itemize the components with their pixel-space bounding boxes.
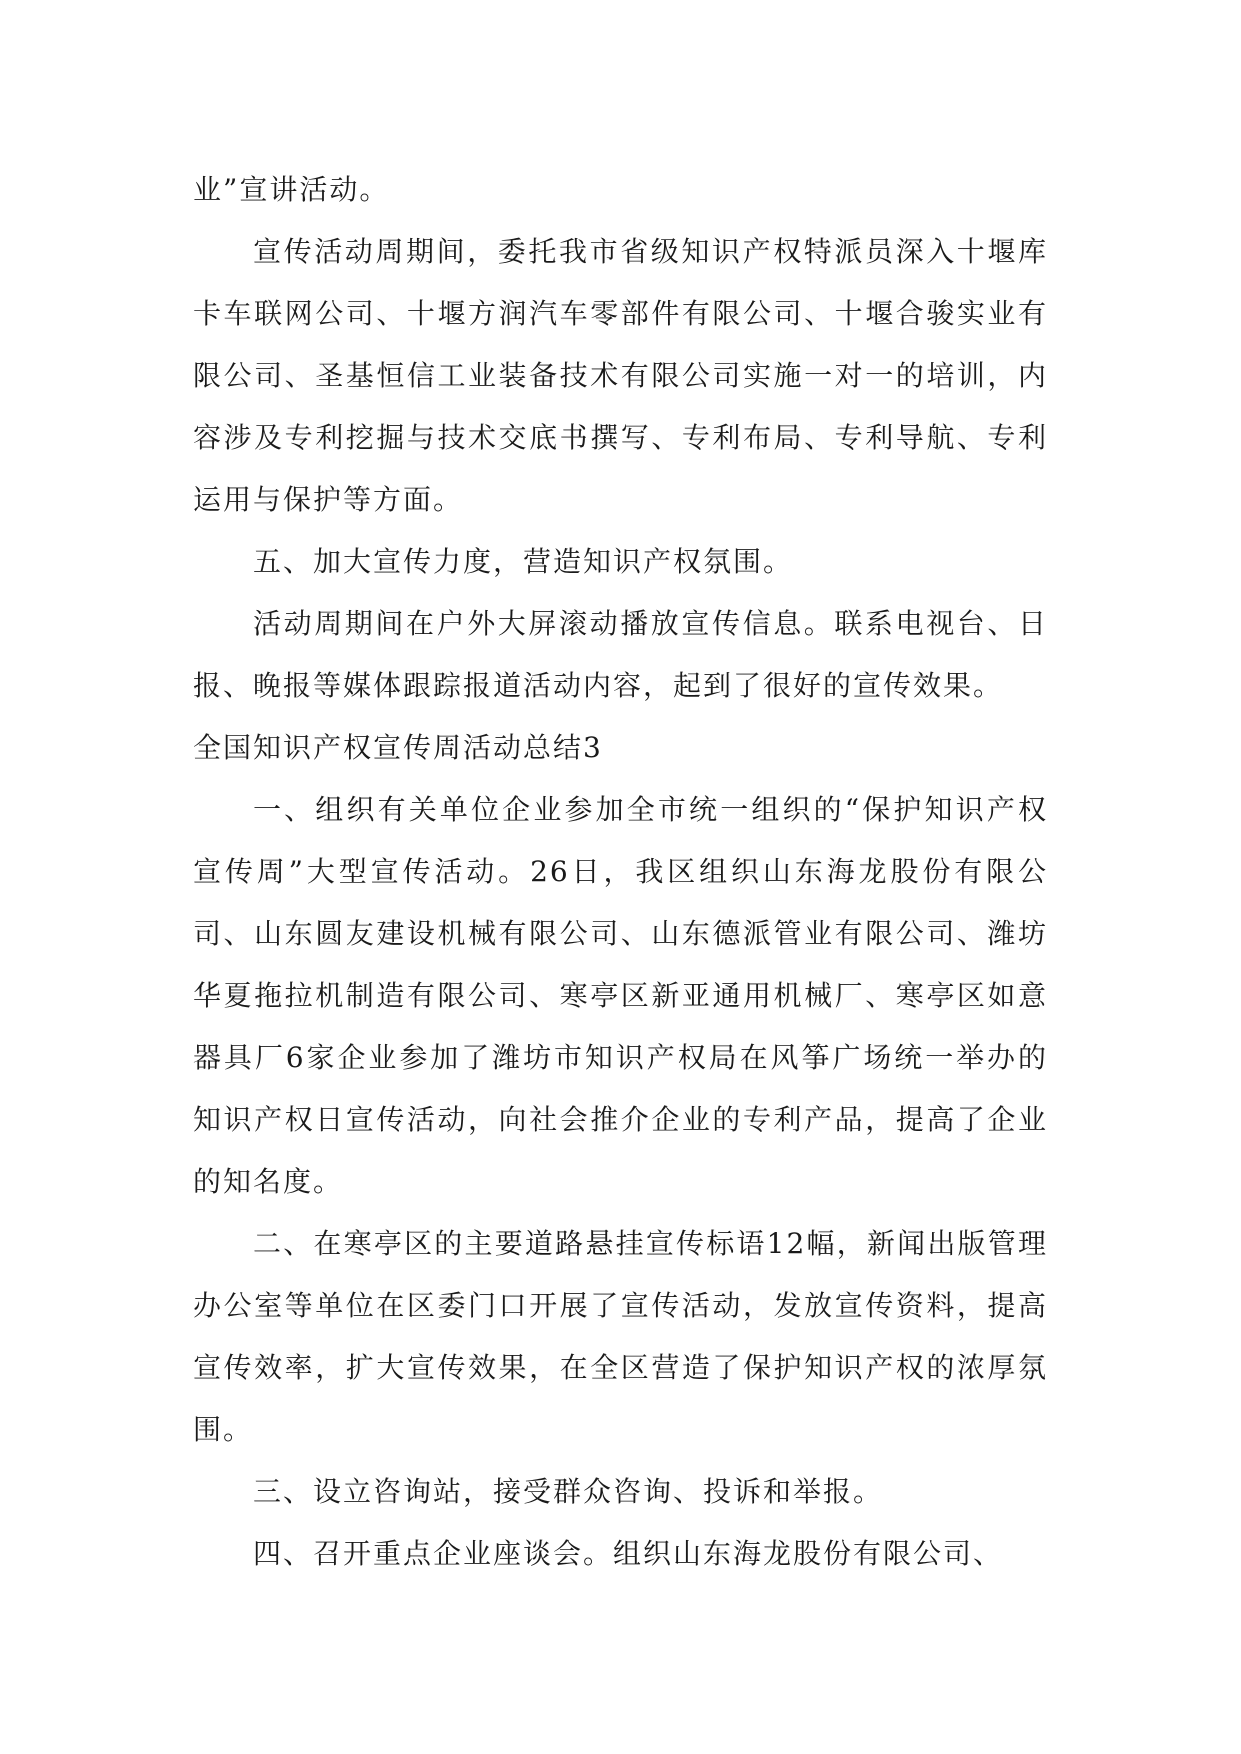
paragraph-item-three: 三、设立咨询站，接受群众咨询、投诉和举报。: [253, 1475, 884, 1508]
paragraph-continuation: 业”宣讲活动。: [193, 173, 390, 206]
paragraph-item-two: 二、在寒亭区的主要道路悬挂宣传标语12幅，新闻出版管理办公室等单位在区委门口开展了宣传活动，发放宣传资料，提高宣传效率，扩大宣传效果，在全区营造了保护知识产权的浓厚氛围。: [193, 1227, 1048, 1446]
paragraph-item-one: 一、组织有关单位企业参加全市统一组织的“保护知识产权宣传周”大型宣传活动。26日，我区组织山东海龙股份有限公司、山东圆友建设机械有限公司、山东德派管业有限公司、潍坊华夏拖拉机制造有限公司、寒亭区新亚通用机械厂、寒亭区如意器具厂6家企业参加了潍坊市知识产权局在风筝广场统一举办的知识产权日宣传活动，向社会推介企业的专利产品，提高了企业的知名度。: [193, 793, 1048, 1198]
document-body: [193, 159, 1048, 1585]
paragraph-item-four: 四、召开重点企业座谈会。组织山东海龙股份有限公司、: [253, 1537, 1004, 1570]
paragraph-section-five: 五、加大宣传力度，营造知识产权氛围。: [253, 545, 794, 578]
section-heading: 全国知识产权宣传周活动总结3: [193, 731, 603, 764]
paragraph-media: 活动周期间在户外大屏滚动播放宣传信息。联系电视台、日报、晚报等媒体跟踪报道活动内容，起到了很好的宣传效果。: [193, 607, 1048, 702]
paragraph-training: 宣传活动周期间，委托我市省级知识产权特派员深入十堰库卡车联网公司、十堰方润汽车零部件有限公司、十堰合骏实业有限公司、圣基恒信工业装备技术有限公司实施一对一的培训，内容涉及专利挖掘与技术交底书撰写、专利布局、专利导航、专利运用与保护等方面。: [193, 235, 1048, 516]
